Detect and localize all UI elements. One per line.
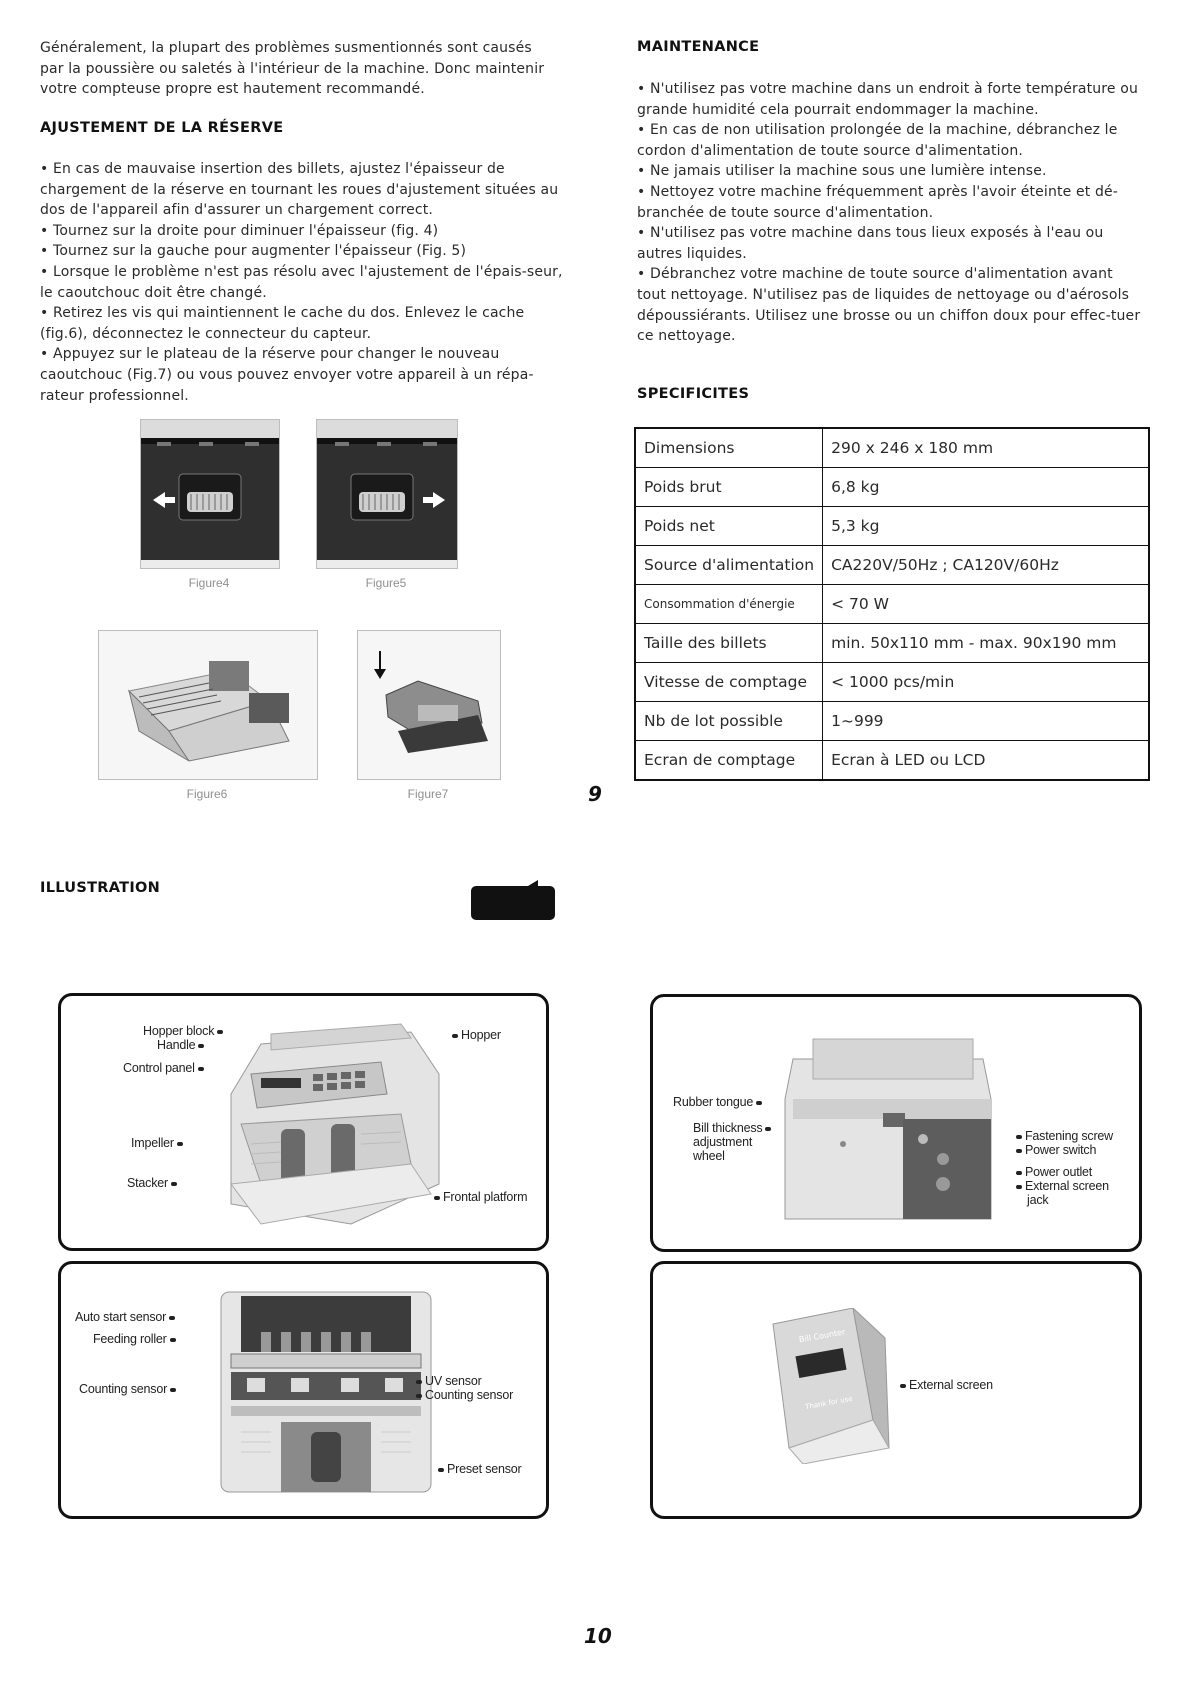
arrow-icon (1016, 1171, 1022, 1175)
arrow-icon (170, 1338, 176, 1342)
arrow-icon (198, 1067, 204, 1071)
label-handle: Handle (157, 1038, 207, 1052)
arrow-icon (416, 1380, 422, 1384)
label-rubber-tongue: Rubber tongue (673, 1095, 765, 1109)
list-item: • En cas de non utilisation prolongée de la machine, débranchez le cordon d'alimentation de toute source d'alimentation. (637, 122, 1118, 159)
arrow-icon (765, 1127, 771, 1131)
list-item: • Nettoyez votre machine fréquemment après l'avoir éteinte et dé-branchée de toute source d'alimentation. (637, 183, 1118, 221)
table-row: Dimensions 290 x 246 x 180 mm (635, 428, 1149, 468)
arrow-icon (170, 1388, 176, 1392)
arrow-icon (900, 1384, 906, 1388)
arrow-icon (452, 1034, 458, 1038)
tab-marker-icon (470, 880, 556, 921)
figure6-image (98, 630, 318, 780)
figure5-image (316, 419, 458, 569)
inside-view-panel (58, 1261, 549, 1519)
label-frontal-platform: Frontal platform (431, 1190, 527, 1204)
label-power-switch: Power switch (1013, 1143, 1096, 1157)
list-item: • Débranchez votre machine de toute source d'alimentation avant tout nettoyage. N'utilisez pas de liquides de nettoyage ou d'aérosols dépoussiérants. Utilisez une brosse ou un chiffon doux pour effec-tuer ce nettoyage. (637, 266, 1141, 345)
label-feeding-roller: Feeding roller (93, 1332, 179, 1346)
adjust-list (40, 159, 564, 406)
label-control-panel: Control panel (123, 1061, 207, 1075)
figure7-image (357, 630, 501, 780)
arrow-icon (177, 1142, 183, 1146)
arrow-icon (1016, 1149, 1022, 1153)
label-fastening-screw: Fastening screw (1013, 1129, 1113, 1143)
back-view-panel (650, 994, 1142, 1252)
list-item: • Ne jamais utiliser la machine sous une lumière intense. (637, 163, 1047, 180)
label-stacker: Stacker (127, 1176, 180, 1190)
list-item: • Tournez sur la droite pour diminuer l'épaisseur (fig. 4) (40, 222, 439, 239)
spec-heading: SPECIFICITES (637, 386, 750, 402)
list-item: • Retirez les vis qui maintiennent le cache du dos. Enlevez le cache (fig.6), déconnectez le connecteur du capteur. (40, 305, 525, 342)
arrow-icon (217, 1030, 223, 1034)
table-row: Taille des billets min. 50x110 mm - max. 90x190 mm (635, 624, 1149, 663)
label-external-screen-jack: External screen jack (1013, 1179, 1109, 1207)
label-hopper: Hopper (449, 1028, 501, 1042)
external-screen-image (753, 1308, 893, 1464)
maintenance-list (637, 79, 1143, 347)
label-power-outlet: Power outlet (1013, 1165, 1092, 1179)
table-row: Poids brut 6,8 kg (635, 468, 1149, 507)
figure4-caption: Figure4 (188, 576, 230, 590)
label-impeller: Impeller (131, 1136, 186, 1150)
figure5-caption: Figure5 (365, 576, 407, 590)
adjust-heading: AJUSTEMENT DE LA RÉSERVE (40, 120, 284, 136)
spec-table (634, 427, 1150, 781)
inside-machine-image (211, 1282, 441, 1510)
maintenance-heading: MAINTENANCE (637, 39, 760, 55)
page-number-9: 9 (588, 782, 602, 806)
arrow-icon (1016, 1185, 1022, 1189)
table-row: Consommation d'énergie < 70 W (635, 585, 1149, 624)
arrow-icon (434, 1196, 440, 1200)
list-item: • Tournez sur la gauche pour augmenter l'épaisseur (Fig. 5) (40, 243, 467, 260)
label-hopper-block: Hopper block (143, 1024, 226, 1038)
intro-paragraph: Généralement, la plupart des problèmes susmentionnés sont causés par la poussière ou saletés à l'intérieur de la machine. Donc maintenir votre compteuse propre est hautement recommandé. (40, 40, 545, 98)
label-uv-sensor: UV sensor (413, 1374, 482, 1388)
front-machine-image (201, 1014, 441, 1234)
arrow-icon (416, 1394, 422, 1398)
arrow-icon (438, 1468, 444, 1472)
table-row: Poids net 5,3 kg (635, 507, 1149, 546)
label-external-screen: External screen (897, 1378, 993, 1392)
list-item: • N'utilisez pas votre machine dans tous lieux exposés à l'eau ou autres liquides. (637, 225, 1104, 262)
list-item: • N'utilisez pas votre machine dans un endroit à forte température ou grande humidité cela pourrait endommager la machine. (637, 81, 1139, 118)
figure4-image (140, 419, 280, 569)
arrow-icon (169, 1316, 175, 1320)
list-item: • Appuyez sur le plateau de la réserve pour changer le nouveau caoutchouc (Fig.7) ou vous pouvez envoyer votre appareil à un répa-rateur professionnel. (40, 346, 534, 404)
back-machine-image (773, 1019, 1003, 1231)
front-view-panel (58, 993, 549, 1251)
arrow-icon (756, 1101, 762, 1105)
figure6-caption: Figure6 (186, 787, 228, 801)
external-screen-panel (650, 1261, 1142, 1519)
illustration-heading: ILLUSTRATION (40, 880, 161, 896)
display-bottom-text: Thank for use (804, 1394, 854, 1412)
page-number-10: 10 (584, 1624, 612, 1648)
arrow-icon (198, 1044, 204, 1048)
table-row: Nb de lot possible 1~999 (635, 702, 1149, 741)
display-top-text: Bill Counter (798, 1327, 846, 1345)
arrow-icon (1016, 1135, 1022, 1139)
label-counting-sensor-left: Counting sensor (79, 1382, 179, 1396)
figure7-caption: Figure7 (407, 787, 449, 801)
label-bill-thickness: Bill thickness adjustment wheel (693, 1121, 774, 1163)
label-auto-start-sensor: Auto start sensor (75, 1310, 178, 1324)
list-item: • Lorsque le problème n'est pas résolu avec l'ajustement de l'épais-seur, le caoutchouc doit être changé. (40, 263, 563, 301)
table-row: Ecran de comptage Ecran à LED ou LCD (635, 741, 1149, 781)
label-preset-sensor: Preset sensor (435, 1462, 522, 1476)
arrow-icon (171, 1182, 177, 1186)
label-counting-sensor-right: Counting sensor (413, 1388, 513, 1402)
table-row: Source d'alimentation CA220V/50Hz ; CA120V/60Hz (635, 546, 1149, 585)
table-row: Vitesse de comptage < 1000 pcs/min (635, 663, 1149, 702)
list-item: • En cas de mauvaise insertion des billets, ajustez l'épaisseur de chargement de la réserve en tournant les roues d'ajustement situées au dos de l'appareil afin d'assurer un chargement correct. (40, 161, 559, 219)
